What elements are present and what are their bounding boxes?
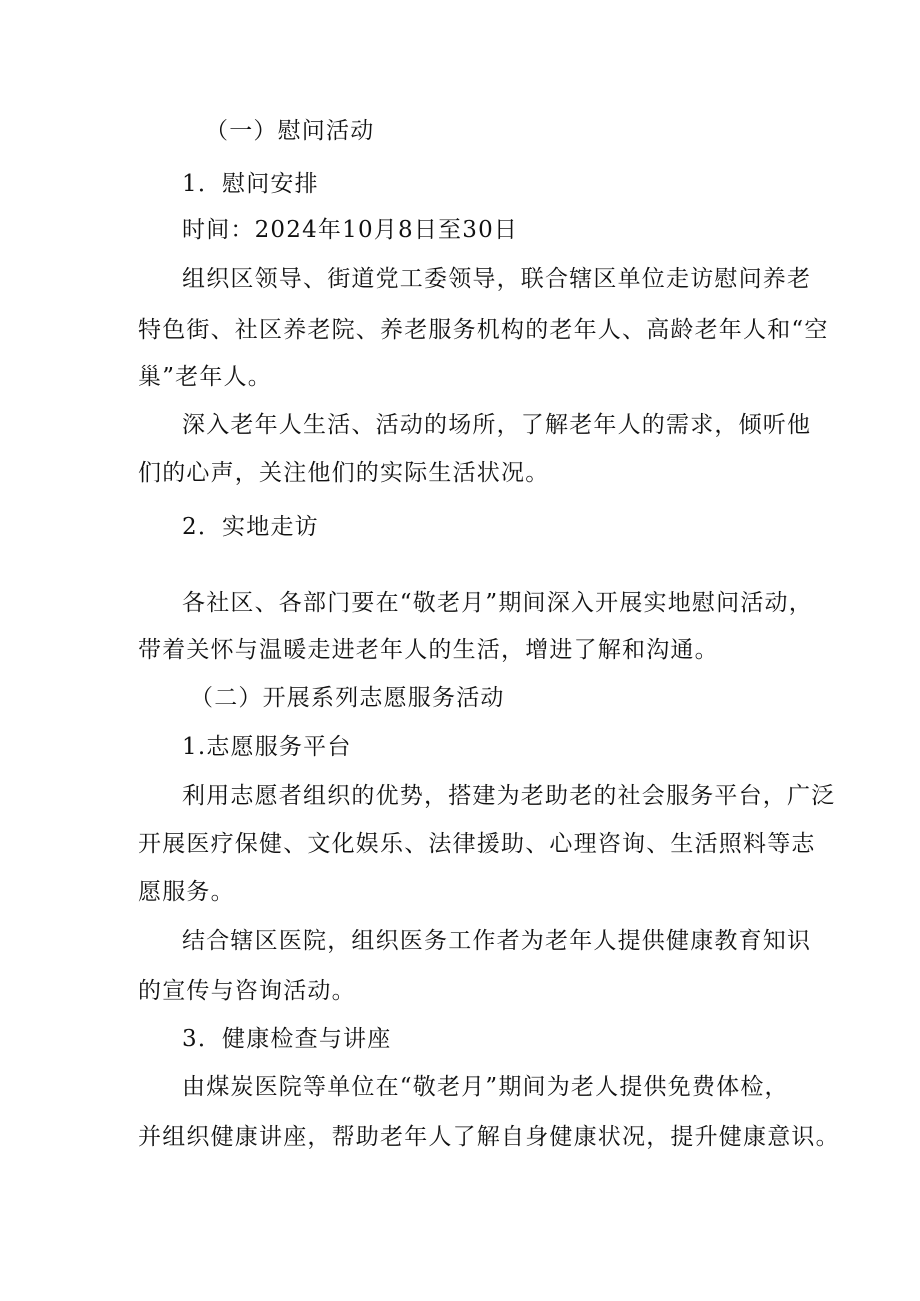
time-line: 时间：2024年10月8日至30日 [182,217,519,243]
subheading-visit-arrangement: 1．慰问安排 [182,171,319,197]
section-heading-2: （二）开展系列志愿服务活动 [190,685,505,711]
paragraph-line: 带着关怀与温暖走进老年人的生活，增进了解和沟通。 [138,637,719,663]
paragraph-line: 们的心声，关注他们的实际生活状况。 [138,460,550,486]
paragraph-line: 由煤炭医院等单位在“敬老月”期间为老人提供免费体检， [182,1074,789,1100]
paragraph-line: 深入老年人生活、活动的场所，了解老年人的需求，倾听他 [182,412,812,438]
paragraph-line: 的宣传与咨询活动。 [138,978,356,1004]
paragraph-line: 巢”老年人。 [138,364,272,390]
subheading-health-check: 3．健康检查与讲座 [182,1026,392,1052]
paragraph-line: 结合辖区医院，组织医务工作者为老年人提供健康教育知识 [182,928,812,954]
paragraph-line: 各社区、各部门要在“敬老月”期间深入开展实地慰问活动， [182,590,813,616]
subheading-volunteer-platform: 1.志愿服务平台 [182,734,352,760]
paragraph-line: 开展医疗保健、文化娱乐、法律援助、心理咨询、生活照料等志 [138,831,816,857]
paragraph-line: 组织区领导、街道党工委领导，联合辖区单位走访慰问养老 [182,266,812,292]
paragraph-line: 特色街、社区养老院、养老服务机构的老年人、高龄老年人和“空 [138,317,829,343]
section-heading-1: （一）慰问活动 [205,118,375,144]
subheading-field-visit: 2．实地走访 [182,514,319,540]
paragraph-line: 并组织健康讲座，帮助老年人了解自身健康状况，提升健康意识。 [138,1124,840,1150]
paragraph-line: 愿服务。 [138,879,235,905]
paragraph-line: 利用志愿者组织的优势，搭建为老助老的社会服务平台，广泛 [182,783,836,809]
